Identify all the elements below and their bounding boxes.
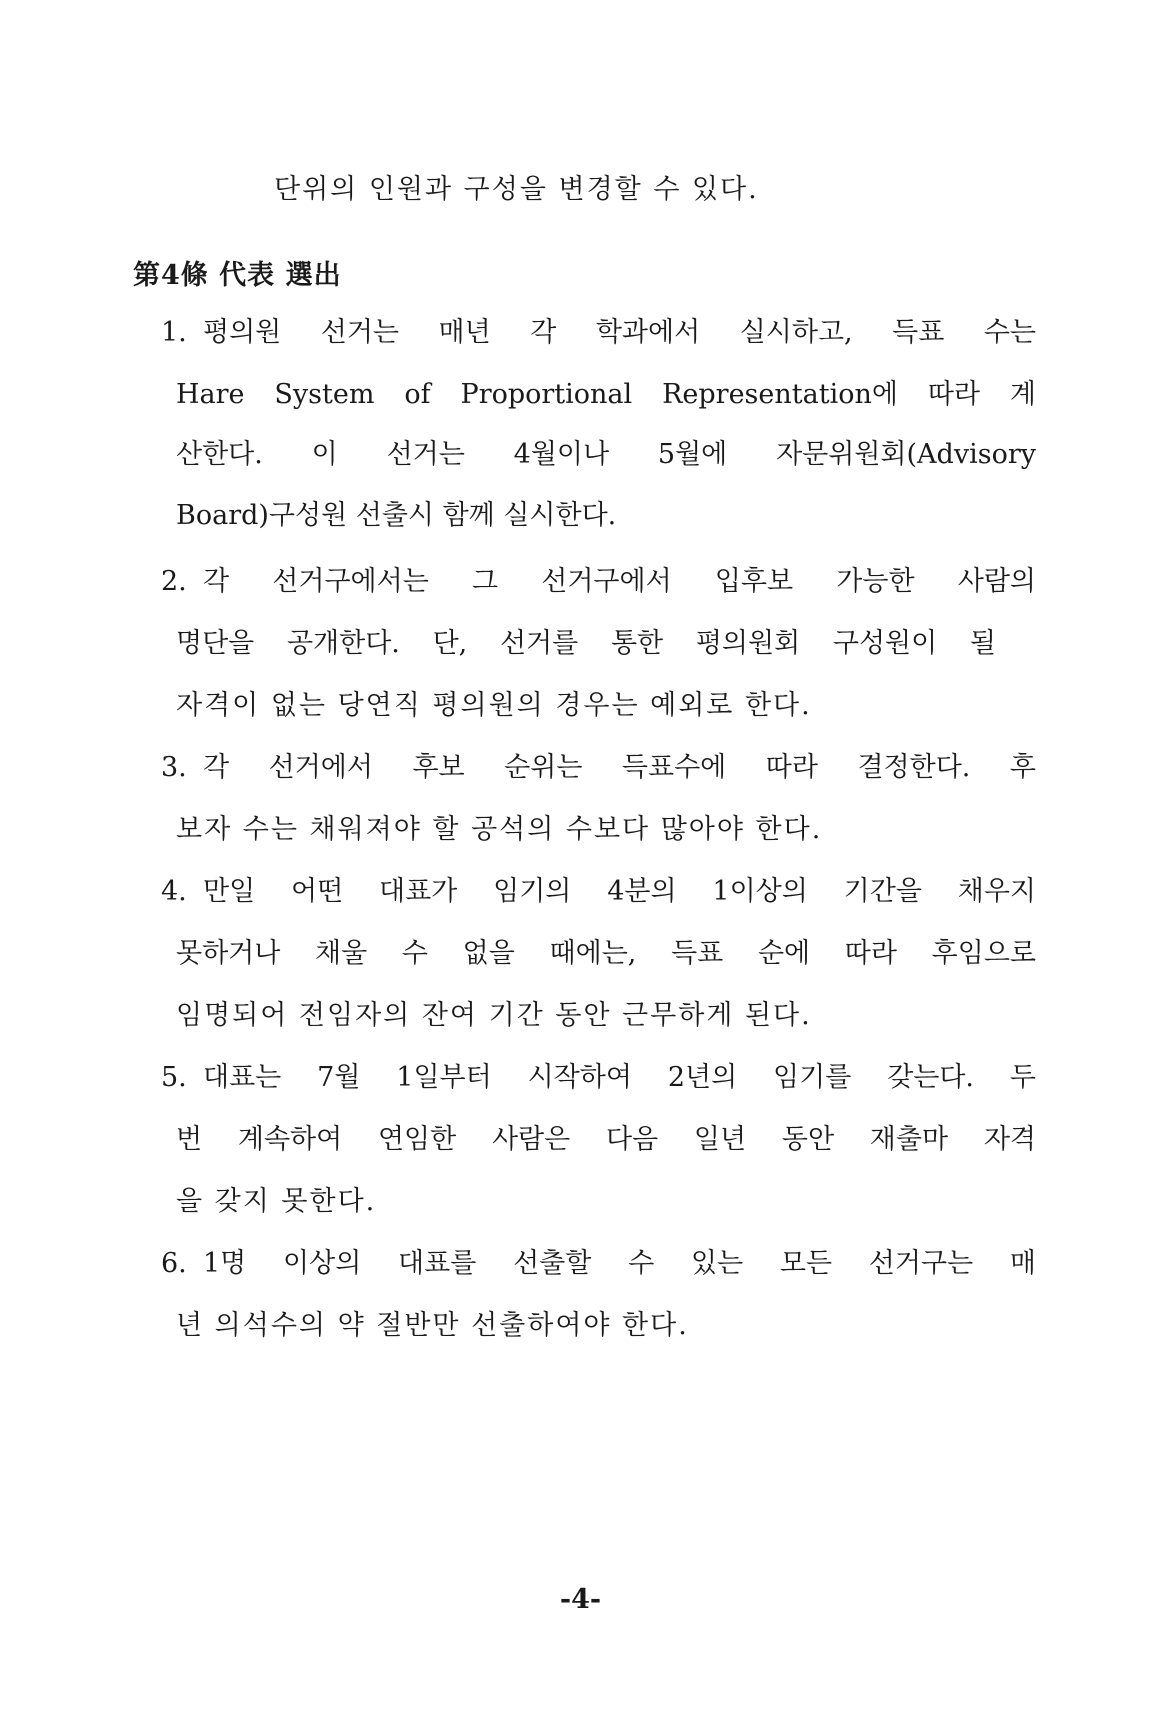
item-4-line-2: 못하거나 채울 수 없을 때에는, 득표 순에 따라 후임으로 <box>176 938 1036 969</box>
item-4-number: 4. <box>161 876 187 907</box>
item-1-line-2: Hare System of Proportional Representation에 따라 계 <box>176 379 1036 410</box>
item-5-line-1: 대표는 7월 1일부터 시작하여 2년의 임기를 갖는다. 두 <box>203 1062 1036 1093</box>
item-3-line-1: 각 선거에서 후보 순위는 득표수에 따라 결정한다. 후 <box>203 752 1036 783</box>
article-heading: 第4條 代表 選出 <box>133 260 342 291</box>
item-6-line-1: 1명 이상의 대표를 선출할 수 있는 모든 선거구는 매 <box>203 1248 1036 1279</box>
item-1-line-1: 평의원 선거는 매년 각 학과에서 실시하고, 득표 수는 <box>203 317 1036 348</box>
item-2-number: 2. <box>161 566 187 597</box>
item-1-line-4: Board)구성원 선출시 함께 실시한다. <box>176 500 617 531</box>
item-3-number: 3. <box>161 752 187 783</box>
item-5-line-2: 번 계속하여 연임한 사람은 다음 일년 동안 재출마 자격 <box>176 1124 1036 1155</box>
item-4-line-3: 임명되어 전임자의 잔여 기간 동안 근무하게 된다. <box>176 1000 812 1031</box>
item-6-number: 6. <box>161 1248 187 1279</box>
intro-line: 단위의 인원과 구성을 변경할 수 있다. <box>274 174 759 205</box>
item-5-number: 5. <box>161 1062 187 1093</box>
item-2-line-2: 명단을 공개한다. 단, 선거를 통한 평의원회 구성원이 될 <box>176 628 996 659</box>
item-5-line-3: 을 갖지 못한다. <box>176 1186 377 1217</box>
item-6-line-2: 년 의석수의 약 절반만 선출하여야 한다. <box>176 1310 689 1341</box>
item-2-line-3: 자격이 없는 당연직 평의원의 경우는 예외로 한다. <box>176 690 812 721</box>
item-1-number: 1. <box>161 317 187 348</box>
item-1-line-3: 산한다. 이 선거는 4월이나 5월에 자문위원회(Advisory <box>176 439 1036 470</box>
page-number: -4- <box>559 1584 602 1615</box>
item-4-line-1: 만일 어떤 대표가 임기의 4분의 1이상의 기간을 채우지 <box>203 876 1036 907</box>
item-2-line-1: 각 선거구에서는 그 선거구에서 입후보 가능한 사람의 <box>203 566 1036 597</box>
item-3-line-2: 보자 수는 채워져야 할 공석의 수보다 많아야 한다. <box>176 814 823 845</box>
